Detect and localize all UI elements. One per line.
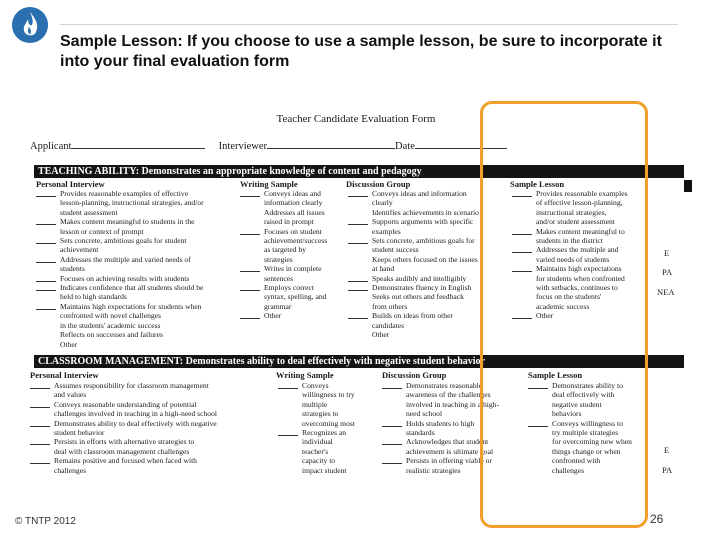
applicant-label: Applicant: [30, 141, 72, 152]
teaching-col4-item: Other: [512, 311, 652, 320]
teaching-col3-item: candidates: [372, 320, 405, 330]
classroom-col4-item: behaviors: [552, 409, 582, 419]
teaching-col3-item: Keeps others focused on the issues: [372, 254, 478, 264]
teaching-col1-item: achievement: [60, 245, 99, 255]
teaching-col1-item: held to high standards: [60, 292, 127, 302]
classroom-col2-item: teacher's: [302, 446, 329, 456]
date-label: Date: [395, 141, 415, 152]
teaching-col2-item: Conveys ideas and: [240, 189, 346, 198]
teaching-col4-item: focus on the students': [536, 292, 602, 302]
classroom-col3-item: Holds students to high: [382, 419, 528, 428]
teaching-col2-item: Focuses on student: [240, 227, 346, 236]
teaching-col1-item: in the students' academic success: [60, 320, 161, 330]
right-tab-marker: [684, 180, 692, 192]
teaching-col1-item: Indicates confidence that all students should be: [36, 283, 240, 292]
teaching-col4-item: instructional strategies,: [536, 207, 607, 217]
classroom-col4-item: confronted with: [552, 456, 601, 466]
classroom-col3-item: Persists in offering viable or: [382, 456, 528, 465]
classroom-col1-item: challenges: [54, 465, 87, 475]
teaching-mark-nea: NEA: [657, 287, 675, 297]
classroom-col3-item: realistic strategies: [406, 465, 461, 475]
classroom-col1-item: Demonstrates ability to deal effectively with negative: [30, 419, 270, 428]
teaching-header-sample-lesson: Sample Lesson: [510, 179, 565, 189]
teaching-col4-item: Addresses the multiple and: [512, 245, 652, 254]
classroom-col4-item: for overcoming new when: [552, 437, 632, 447]
teaching-col4-item: Provides reasonable examples: [512, 189, 652, 198]
teaching-mark-pa: PA: [662, 267, 673, 277]
page-number: 26: [650, 512, 664, 526]
teaching-col2-item: achievement/success: [264, 236, 328, 246]
classroom-col2-item: overcoming most: [302, 418, 355, 428]
classroom-col2-item: individual: [302, 437, 333, 447]
teaching-col4-item: Maintains high expectations: [512, 264, 652, 273]
sample-lesson-highlight-box: [480, 101, 648, 528]
teaching-col4-item: with setbacks, continues to: [536, 283, 618, 293]
classroom-col3-item: Demonstrates reasonable: [382, 381, 528, 390]
teaching-col2-item: strategies: [264, 254, 293, 264]
classroom-col2-item: capacity to: [302, 456, 336, 466]
form-title: Teacher Candidate Evaluation Form: [276, 113, 436, 125]
classroom-col4-item: Demonstrates ability to: [528, 381, 658, 390]
tntp-flame-logo-icon: [11, 6, 49, 44]
teaching-col3-item: Sets concrete, ambitious goals for: [348, 236, 510, 245]
classroom-col1-item: Assumes responsibility for classroom management: [30, 381, 270, 390]
teaching-col3-item: Builds on ideas from other: [348, 311, 510, 320]
teaching-col4-item: academic success: [536, 301, 590, 311]
classroom-col4-item: Conveys willingness to: [528, 419, 658, 428]
teaching-col2-item: as targeted by: [264, 245, 307, 255]
teaching-col1-item: Other: [60, 339, 78, 349]
teaching-col2-item: Other: [240, 311, 346, 320]
classroom-col3-item: need school: [406, 409, 443, 419]
teaching-col1-item: students: [60, 264, 85, 274]
teaching-col1-item: Maintains high expectations for students when: [36, 302, 240, 311]
teaching-col3-item: Other: [372, 330, 390, 340]
teaching-col2-item: syntax, spelling, and: [264, 292, 327, 302]
teaching-col1-item: Addresses the multiple and varied needs of: [36, 255, 240, 264]
teaching-col3-item: student success: [372, 245, 419, 255]
classroom-header-discussion-group: Discussion Group: [382, 370, 447, 380]
teaching-col3-item: Speaks audibly and intelligibly: [348, 274, 510, 283]
teaching-header-personal-interview: Personal Interview: [36, 179, 105, 189]
teaching-header-discussion-group: Discussion Group: [346, 179, 411, 189]
teaching-col3-item: clearly: [372, 198, 393, 208]
teaching-col4-item: and/or student assessment: [536, 217, 615, 227]
classroom-col1-item: deal with classroom management challenges: [54, 446, 190, 456]
classroom-header-personal-interview: Personal Interview: [30, 370, 99, 380]
teaching-col2-item: raised in prompt: [264, 217, 314, 227]
classroom-col2-item: multiple: [302, 399, 328, 409]
teaching-mark-e: E: [664, 248, 670, 258]
teaching-col1-item: Provides reasonable examples of effective: [36, 189, 240, 198]
teaching-header-writing-sample: Writing Sample: [240, 179, 298, 189]
teaching-col1-item: Reflects on successes and failures: [60, 330, 163, 340]
classroom-col3-item: awareness of the challenges: [406, 390, 491, 400]
classroom-col4-item: negative student: [552, 399, 602, 409]
classroom-col1-item: Persists in efforts with alternative strategies to: [30, 437, 270, 446]
classroom-col4-item: deal effectively with: [552, 390, 615, 400]
teaching-col2-item: sentences: [264, 273, 294, 283]
teaching-col1-item: lesson-planning, instructional strategies, and/or: [60, 198, 204, 208]
teaching-col4-item: varied needs of students: [536, 254, 610, 264]
teaching-col3-item: Identifies achievements in scenario: [372, 207, 479, 217]
teaching-col3-item: at hand: [372, 264, 395, 274]
teaching-col1-item: student assessment: [60, 207, 118, 217]
interviewer-label: Interviewer: [218, 141, 268, 152]
classroom-header-writing-sample: Writing Sample: [276, 370, 334, 380]
classroom-col3-item: Acknowledges that student: [382, 437, 528, 446]
teaching-col1-item: Makes content meaningful to students in the: [36, 217, 240, 226]
teaching-ability-bar: TEACHING ABILITY: Demonstrates an appropriate knowledge of content and pedagogy: [34, 165, 684, 178]
classroom-col1-item: challenges involved in teaching in a high-need school: [54, 409, 218, 419]
teaching-col1-item: lesson or context of prompt: [60, 226, 144, 236]
classroom-col4-item: things change or when: [552, 446, 621, 456]
teaching-col3-item: Seeks out others and feedback: [372, 292, 464, 302]
classroom-col3-item: involved in teaching in a high-: [406, 399, 500, 409]
teaching-col2-item: Employs correct: [240, 283, 346, 292]
slide-title: Sample Lesson: If you choose to use a sample lesson, be sure to incorporate it into your final evaluation form: [60, 33, 662, 70]
classroom-management-bar: CLASSROOM MANAGEMENT: Demonstrates ability to deal effectively with negative student behavior: [34, 355, 684, 368]
teaching-col4-item: of effective lesson-planning,: [536, 198, 623, 208]
teaching-col3-item: Supports arguments with specific: [348, 217, 510, 226]
teaching-col1-item: confronted with novel challenges: [60, 311, 162, 321]
teaching-col1-item: Sets concrete, ambitious goals for student: [36, 236, 240, 245]
classroom-col2-item: impact student: [302, 465, 347, 475]
teaching-col3-item: examples: [372, 226, 401, 236]
teaching-col2-item: grammar: [264, 301, 292, 311]
classroom-header-sample-lesson: Sample Lesson: [528, 370, 583, 380]
classroom-col2-item: strategies to: [302, 409, 339, 419]
classroom-col3-item: standards: [406, 428, 435, 438]
classroom-col2-item: Conveys: [278, 381, 382, 390]
teaching-col4-item: students in the district: [536, 236, 603, 246]
header-divider: [60, 24, 678, 25]
classroom-col1-item: Conveys reasonable understanding of potential: [30, 400, 270, 409]
teaching-col2-item: Addresses all issues: [264, 207, 325, 217]
classroom-mark-e: E: [664, 445, 670, 455]
classroom-col2-item: willingness to try: [302, 390, 355, 400]
teaching-col3-item: Conveys ideas and information: [348, 189, 510, 198]
classroom-col4-item: challenges: [552, 465, 585, 475]
teaching-col3-item: Demonstrates fluency in English: [348, 283, 510, 292]
classroom-col3-item: achievement is ultimate goal: [406, 446, 494, 456]
teaching-col2-item: information clearly: [264, 198, 323, 208]
classroom-mark-pa: PA: [662, 465, 673, 475]
classroom-col1-item: Remains positive and focused when faced with: [30, 456, 270, 465]
classroom-col4-item: try multiple strategies: [552, 428, 619, 438]
teaching-col3-item: from others: [372, 301, 408, 311]
classroom-col1-item: and values: [54, 390, 87, 400]
classroom-col2-item: Recognizes an: [278, 428, 382, 437]
teaching-col4-item: Makes content meaningful to: [512, 227, 652, 236]
teaching-col4-item: for students when confronted: [536, 273, 625, 283]
teaching-col2-item: Writes in complete: [240, 264, 346, 273]
classroom-col1-item: student behavior: [54, 428, 105, 438]
teaching-col1-item: Focuses on achieving results with students: [36, 274, 240, 283]
copyright-footer: © TNTP 2012: [15, 516, 76, 527]
